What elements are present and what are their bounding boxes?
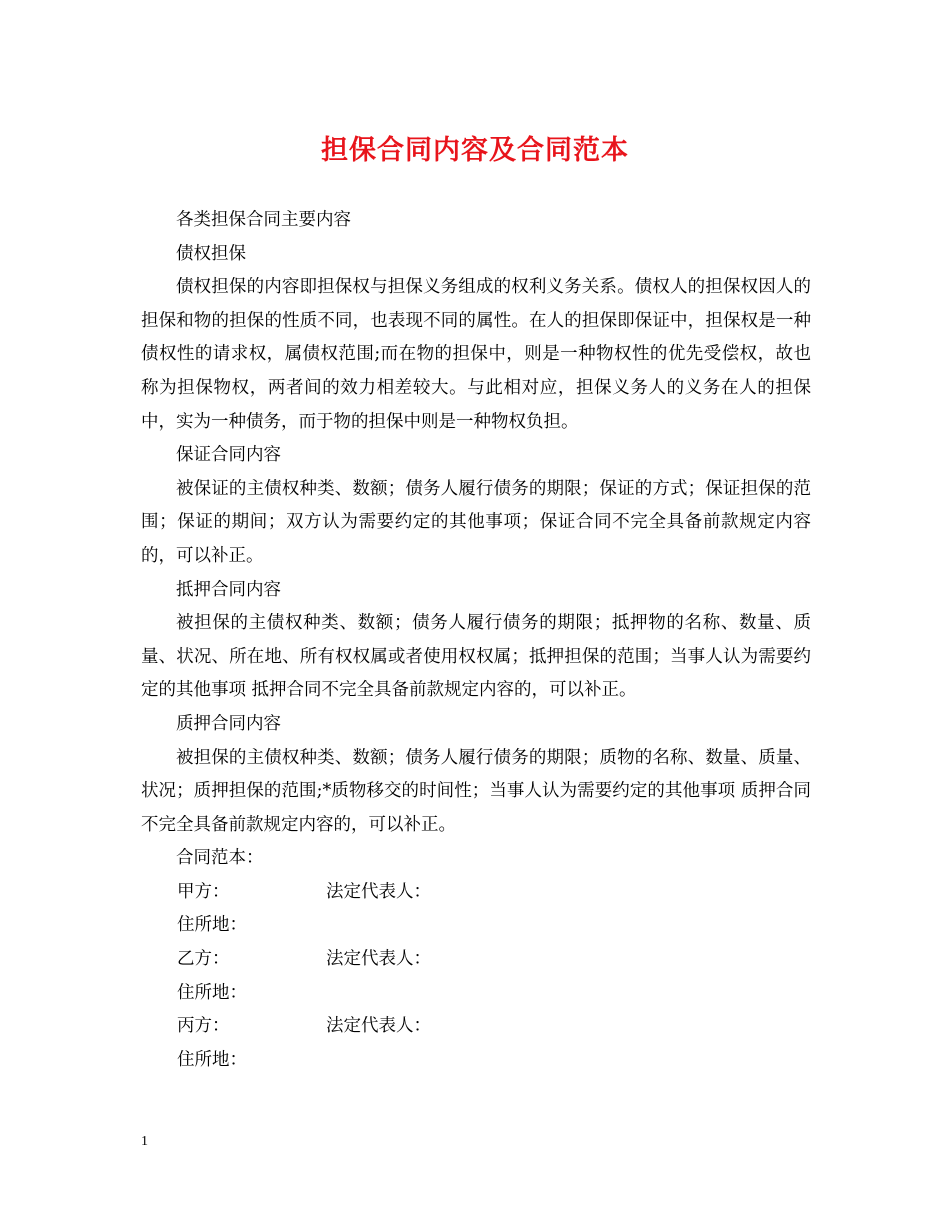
party-a-row — [141, 876, 811, 910]
party-c-row — [141, 1010, 811, 1044]
party-a-address-label: 住所地： — [177, 915, 247, 936]
mortgage-contract-paragraph: 被担保的主债权种类、数额；债务人履行债务的期限；抵押物的名称、数量、质量、状况、所在地、所有权权属或者使用权权属；抵押担保的范围；当事人认为需要约定的其他事项 抵押合同不完全具备前款规定内容的，可以补正。 — [141, 613, 811, 701]
party-b-address-label: 住所地： — [177, 982, 247, 1003]
party-c-label: 丙方： — [177, 1016, 230, 1037]
mortgage-contract-heading: 抵押合同内容 — [176, 579, 281, 600]
party-b-row — [141, 943, 811, 977]
debt-guarantee-heading: 债权担保 — [176, 243, 246, 264]
debt-guarantee-paragraph: 债权担保的内容即担保权与担保义务组成的权利义务关系。债权人的担保权因人的担保和物的担保的性质不同，也表现不同的属性。在人的担保即保证中，担保权是一种债权性的请求权，属债权范围;而在物的担保中，则是一种物权性的优先受偿权，故也称为担保物权，两者间的效力相差较大。与此相对应，担保义务人的义务在人的担保中，实为一种债务，而于物的担保中则是一种物权负担。 — [141, 277, 811, 432]
party-a-representative-label: 法定代表人： — [326, 881, 431, 902]
party-a-label: 甲方： — [177, 881, 230, 902]
document-body — [141, 204, 811, 1077]
guarantee-contract-heading: 保证合同内容 — [176, 445, 281, 466]
party-c-address-label: 住所地： — [177, 1049, 247, 1070]
party-b-label: 乙方： — [177, 949, 230, 970]
party-b-representative-label: 法定代表人： — [326, 949, 431, 970]
pledge-contract-heading: 质押合同内容 — [176, 713, 281, 734]
page-number: 1 — [141, 1134, 148, 1149]
guarantee-contract-paragraph: 被保证的主债权种类、数额；债务人履行债务的期限；保证的方式；保证担保的范围；保证的期间；双方认为需要约定的其他事项；保证合同不完全具备前款规定内容的，可以补正。 — [141, 478, 811, 566]
party-c-representative-label: 法定代表人： — [326, 1016, 431, 1037]
document-title: 担保合同内容及合同范本 — [321, 135, 629, 166]
pledge-contract-paragraph: 被担保的主债权种类、数额；债务人履行债务的期限；质物的名称、数量、质量、状况；质押担保的范围;*质物移交的时间性；当事人认为需要约定的其他事项 质押合同不完全具备前款规定内容的，可以补正。 — [141, 747, 811, 835]
intro-heading: 各类担保合同主要内容 — [176, 210, 351, 230]
contract-template-heading: 合同范本： — [176, 848, 264, 869]
